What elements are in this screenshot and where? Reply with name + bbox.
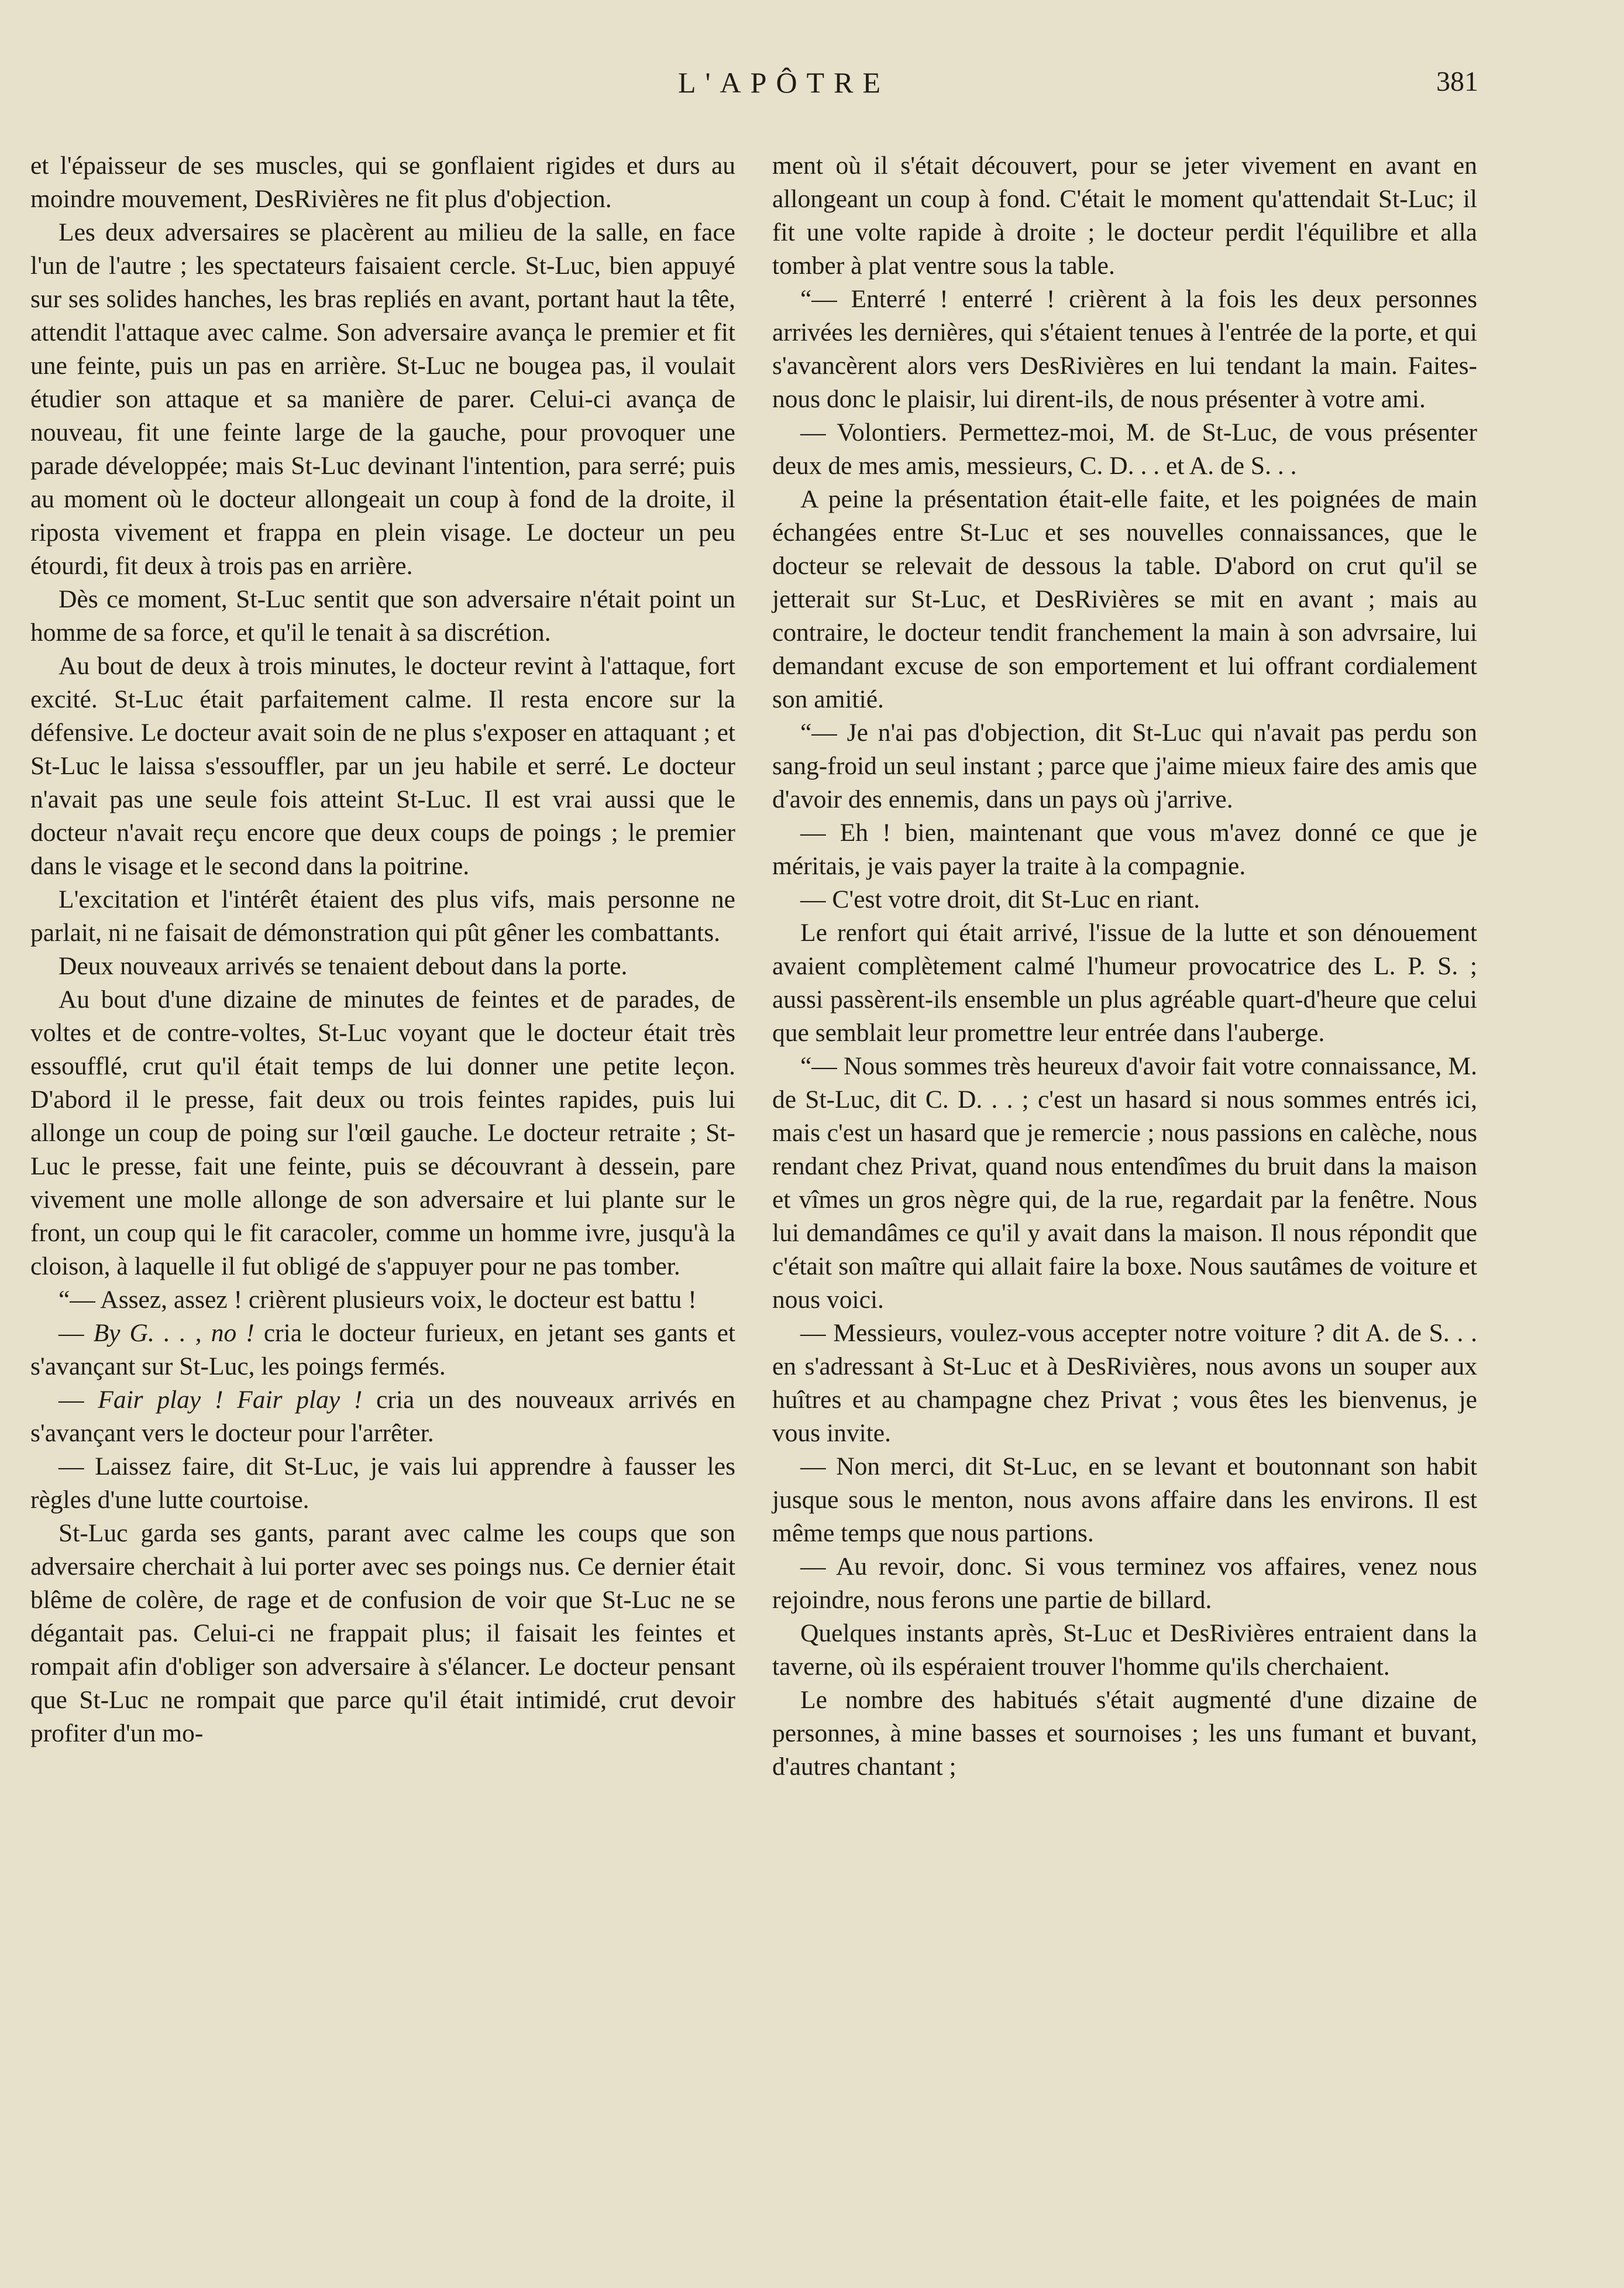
paragraph: “— Je n'ai pas d'objection, dit St-Luc qui n'avait pas perdu son sang-froid un seul instant ; parce que j'aime mieux faire des amis que d'avoir des ennemis, dans un pays où j'arrive. — [772, 719, 1477, 813]
paragraph-dash: — — [59, 1319, 94, 1347]
page-number: 381 — [1436, 66, 1478, 97]
paragraph: — Volontiers. Permettez-moi, M. de St-Luc, de vous présenter deux de mes amis, messieurs, C. D. . . et A. de S. . . — [772, 418, 1477, 480]
paragraph: Les deux adversaires se placèrent au milieu de la salle, en face l'un de l'autre ; les spectateurs faisaient cercle. St-Luc, bien appuyé sur ses solides hanches, les bras repliés en avant, portant haut la tête, attendit l'attaque avec calme. Son adversaire avança le premier et fit une feinte, puis un pas en arrière. St-Luc ne bougea pas, il voulait étudier son attaque et sa manière de parer. Celui-ci avança de nouveau, fit une feinte large de la gauche, pour provoquer une parade développée; mais St-Luc devinant l'intention, para serré; puis au moment où le docteur allongeait un coup à fond de la droite, il riposta vivement et frappa en plein visage. Le docteur un peu étourdi, fit deux à trois pas en arrière. — [30, 218, 735, 580]
paragraph: Deux nouveaux arrivés se tenaient debout dans la porte. — [59, 952, 628, 980]
paragraph: ment où il s'était découvert, pour se jeter vivement en avant en allongeant un coup à fond. C'était le moment qu'attendait St-Luc; il fit une volte rapide à droite ; le docteur perdit l'équilibre et alla tomber à plat ventre sous la table. — [772, 152, 1477, 280]
running-title: L'APÔTRE — [677, 66, 890, 99]
paragraph: et l'épaisseur de ses muscles, qui se gonflaient rigides et durs au moindre mouvement, DesRivières ne fit plus d'objection. — [30, 152, 735, 213]
paragraph: Quelques instants après, St-Luc et DesRivières entraient dans la taverne, où ils espéraient trouver l'homme qu'ils cherchaient. — [772, 1619, 1477, 1681]
paragraph: Le nombre des habitués s'était augmenté d'une dizaine de personnes, à mine basses et sournoises ; les uns fumant et buvant, d'autres chantant ; — [772, 1686, 1477, 1781]
paragraph: “— Enterré ! enterré ! crièrent à la fois les deux personnes arrivées les dernières, qui s'étaient tenues à l'entrée de la porte, et qui s'avancèrent alors vers DesRivières en lui tendant la main. Faites-nous donc le plaisir, lui dirent-ils, de nous présenter à votre ami. — [772, 285, 1477, 413]
paragraph: L'excitation et l'intérêt étaient des plus vifs, mais personne ne parlait, ni ne faisait de démonstration qui pût gêner les combattants. — [30, 885, 735, 947]
paragraph-text: cria le docteur furieux, en jetant ses gants et s'avançant sur St-Luc, les poings fermés. — [30, 1319, 736, 1380]
left-column — [30, 149, 735, 1750]
paragraph: — Laissez faire, dit St-Luc, je vais lui apprendre à fausser les règles d'une lutte courtoise. — [30, 1452, 735, 1514]
paragraph: — Au revoir, donc. Si vous terminez vos affaires, venez nous rejoindre, nous ferons une partie de billard. — [772, 1552, 1477, 1614]
paragraph: Au bout de deux à trois minutes, le docteur revint à l'attaque, fort excité. St-Luc était parfaitement calme. Il resta encore sur la défensive. Le docteur avait soin de ne plus s'exposer en attaquant ; et St-Luc le laissa s'essouffler, par un jeu habile et serré. Le docteur n'avait pas une seule fois atteint St-Luc. Il est vrai aussi que le docteur n'avait reçu encore que deux coups de poings ; le premier dans le visage et le second dans la poitrine. — [30, 652, 735, 880]
paragraph: — C'est votre droit, dit St-Luc en riant. — [800, 885, 1200, 913]
italic-exclamation: By G. . . , no ! — [93, 1319, 254, 1347]
paragraph-dash: — — [59, 1386, 98, 1414]
paragraph: — Non merci, dit St-Luc, en se levant et boutonnant son habit jusque sous le menton, nous avons affaire dans les environs. Il est même temps que nous partions. — [772, 1452, 1477, 1547]
paragraph: — Eh ! bien, maintenant que vous m'avez donné ce que je méritais, je vais payer la traite à la compagnie. — [772, 819, 1477, 880]
italic-exclamation: Fair play ! Fair play ! — [98, 1386, 363, 1414]
paragraph: — Messieurs, voulez-vous accepter notre voiture ? dit A. de S. . . en s'adressant à St-Luc et à DesRivières, nous avons un souper aux huîtres et au champagne chez Privat ; vous êtes les bienvenus, je vous invite. — [772, 1319, 1477, 1447]
paragraph — [30, 1317, 735, 1383]
paragraph: “— Assez, assez ! crièrent plusieurs voix, le docteur est battu ! — [59, 1286, 697, 1314]
paragraph: St-Luc garda ses gants, parant avec calme les coups que son adversaire cherchait à lui porter avec ses poings nus. Ce dernier était blême de colère, de rage et de confusion de voir que St-Luc ne se dégantait pas. Celui-ci ne frappait plus; il faisait les feintes et rompait afin d'obliger son adversaire à s'élancer. Le docteur pensant que St-Luc ne rompait que parce qu'il était intimidé, crut devoir profiter d'un mo- — [30, 1519, 735, 1747]
paragraph: Dès ce moment, St-Luc sentit que son adversaire n'était point un homme de sa force, et qu'il le tenait à sa discrétion. — [30, 585, 735, 647]
paragraph: Le renfort qui était arrivé, l'issue de la lutte et son dénouement avaient complètement calmé l'humeur provocatrice des L. P. S. ; aussi passèrent-ils ensemble un plus agréable quart-d'heure que celui que semblait leur promettre leur entrée dans l'auberge. — [772, 919, 1477, 1047]
paragraph-text: cria un des nouveaux arrivés en s'avançant vers le docteur pour l'arrêter. — [30, 1386, 735, 1447]
right-column — [772, 149, 1477, 1784]
paragraph: “— Nous sommes très heureux d'avoir fait votre connaissance, M. de St-Luc, dit C. D. . . ; c'est un hasard si nous sommes entrés ici, mais c'est un hasard que je remercie ; nous passions en calèche, nous rendant chez Privat, quand nous entendîmes du bruit dans la maison et vîmes un gros nègre qui, de la rue, regardait par la fenêtre. Nous lui demandâmes ce qu'il y avait dans la maison. Il nous répondit que c'était son maître qui allait faire la boxe. Nous sautâmes de voiture et nous voici. — [772, 1052, 1477, 1314]
paragraph: A peine la présentation était-elle faite, et les poignées de main échangées entre St-Luc et ses nouvelles connaissances, que le docteur se relevait de dessous la table. D'abord on crut qu'il se jetterait sur St-Luc, et DesRivières se mit en avant ; mais au contraire, le docteur tendit franchement la main à son advrsaire, lui demandant excuse de son emportement et lui offrant cordialement son amitié. — [772, 485, 1477, 713]
page-header — [0, 66, 1624, 112]
paragraph: Au bout d'une dizaine de minutes de feintes et de parades, de voltes et de contre-voltes, St-Luc voyant que le docteur était très essoufflé, crut qu'il était temps de lui donner une petite leçon. D'abord il le presse, fait deux ou trois feintes rapides, puis lui allonge un coup de poing sur l'œil gauche. Le docteur retraite ; St-Luc le presse, fait une feinte, puis se découvrant à dessein, pare vivement une molle allonge de son adversaire et lui plante sur le front, un coup qui le fit caracoler, comme un homme ivre, jusqu'à la cloison, à laquelle il fut obligé de s'appuyer pour ne pas tomber. — [30, 985, 735, 1280]
paragraph — [30, 1383, 735, 1450]
